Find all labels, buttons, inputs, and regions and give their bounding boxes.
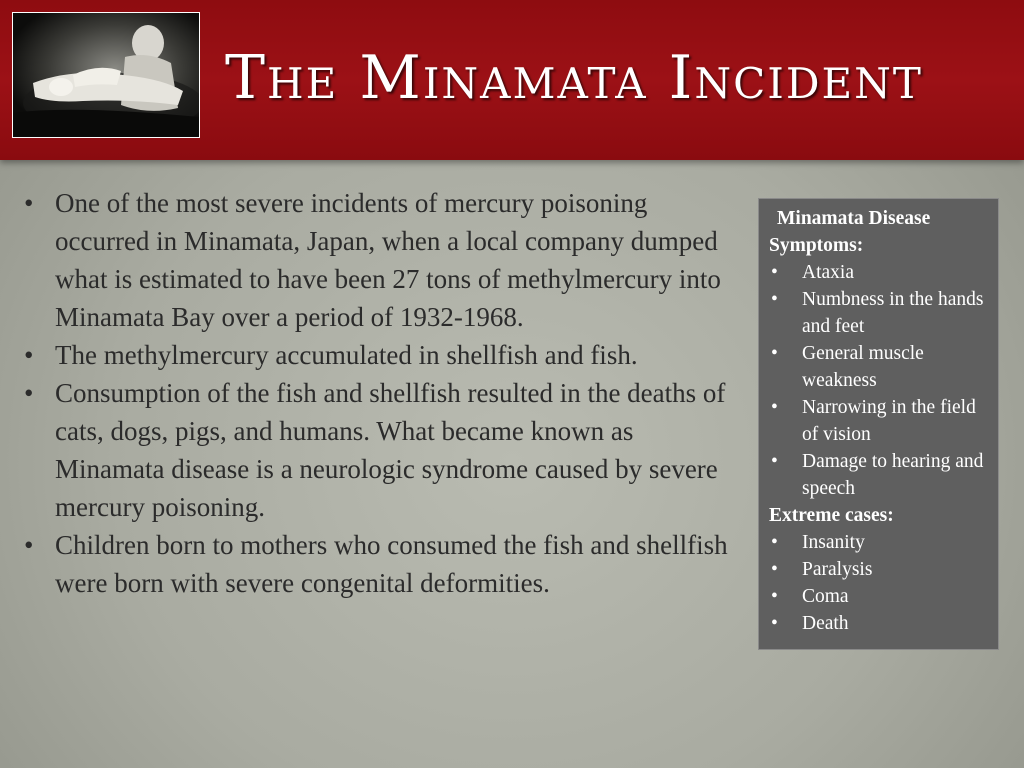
bullet-item: • Consumption of the fish and shellfish resulted in the deaths of cats, dogs, pigs, and humans. What became known as Minamata disease is a neurologic syndrome caused by severe mercury poisoning. bbox=[22, 374, 742, 526]
title-bar bbox=[0, 0, 1024, 160]
slide-title: The Minamata Incident bbox=[225, 43, 923, 113]
extreme-case-item: • Death bbox=[769, 610, 988, 637]
extreme-cases-list bbox=[769, 529, 988, 637]
symptom-item: • Ataxia bbox=[769, 259, 988, 286]
extreme-cases-heading: Extreme cases: bbox=[769, 505, 894, 526]
symptom-item: • General muscle weakness bbox=[769, 340, 988, 394]
symptoms-list bbox=[769, 259, 988, 502]
symptoms-box bbox=[758, 198, 999, 650]
bullet-item: • One of the most severe incidents of mercury poisoning occurred in Minamata, Japan, when a local company dumped what is estimated to have been 27 tons of methylmercury into Minamata Bay over a period of 1932-1968. bbox=[22, 184, 742, 336]
symptom-item: • Numbness in the hands and feet bbox=[769, 286, 988, 340]
symptoms-heading-line1: Minamata Disease bbox=[777, 208, 931, 229]
bullet-item: • The methylmercury accumulated in shellfish and fish. bbox=[22, 336, 742, 374]
main-bullet-list bbox=[22, 184, 742, 602]
bullet-item: • Children born to mothers who consumed the fish and shellfish were born with severe congenital deformities. bbox=[22, 526, 742, 602]
extreme-case-item: • Insanity bbox=[769, 529, 988, 556]
header-photo bbox=[12, 12, 200, 138]
extreme-case-item: • Coma bbox=[769, 583, 988, 610]
extreme-case-item: • Paralysis bbox=[769, 556, 988, 583]
symptom-item: • Damage to hearing and speech bbox=[769, 448, 988, 502]
symptom-item: • Narrowing in the field of vision bbox=[769, 394, 988, 448]
symptoms-heading-line2: Symptoms: bbox=[769, 235, 864, 256]
